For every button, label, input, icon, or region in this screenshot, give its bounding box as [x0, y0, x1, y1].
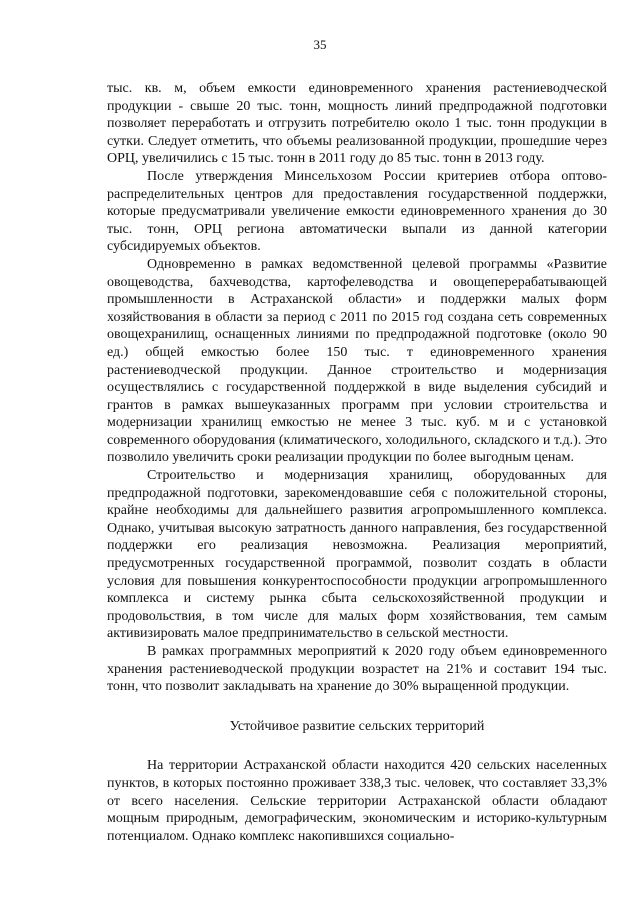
page-number: 35	[313, 37, 327, 52]
section-heading: Устойчивое развитие сельских территорий	[229, 718, 485, 734]
paragraph-2020-target: В рамках программных мероприятий к 2020 году объем единовременного хранения растениеводческой продукции возрастет на 21% и составит 194 тыс. тонн, что позволит закладывать на хранение до 30% выращенной продукции.	[107, 644, 607, 695]
paragraph-continuation: тыс. кв. м, объем емкости единовременного хранения растениеводческой продукции - свыше 20 тыс. тонн, мощность линий предпродажной подготовки позволяет переработать и отгрузить потребителю около 1 тыс. тонн продукции в сутки. Следует отметить, что объемы реализованной продукции, прошедшие через ОРЦ, увеличились с 15 тыс. тонн в 2011 году до 85 тыс. тонн в 2013 году.	[107, 81, 607, 167]
paragraph-orc-criteria: После утверждения Минсельхозом России критериев отбора оптово-распределительных центров для предоставления государственной поддержки, которые предусматривали увеличение емкости единовременного хранения до 30 тыс. тонн, ОРЦ региона автоматически выпали из данной категории субсидируемых объектов.	[107, 168, 607, 255]
body-text	[107, 80, 607, 845]
paragraph-rural-settlements: На территории Астраханской области находится 420 сельских населенных пунктов, в которых постоянно проживает 338,3 тыс. человек, что составляет 33,3% от всего населения. Сельские территории Астраханской области обладают мощным природным, демографическим, экономическим и историко-культурным потенциалом. Однако комплекс накопившихся социально-	[107, 758, 607, 844]
paragraph-modernization: Строительство и модернизация хранилищ, оборудованных для предпродажной подготовки, зарекомендовавшие себя с положительной стороны, крайне необходимы для дальнейшего развития агропромышленного комплекса. Однако, учитывая высокую затратность данного направления, без государственной поддержки его реализация невозможна. Реализация мероприятий, предусмотренных государственной программой, позволит создать в области условия для повышения конкурентоспособности продукции агропромышленного комплекса и систему рынка сбыта сельскохозяйственной продукции и продовольствия, в том числе для малых форм хозяйствования, тем самым активизировать малое предпринимательство в сельской местности.	[107, 468, 607, 642]
paragraph-vegetable-storage: Одновременно в рамках ведомственной целевой программы «Развитие овощеводства, бахчеводства, картофелеводства и овощеперерабатывающей промышленности в Астраханской области» и поддержки малых форм хозяйствования в области за период с 2011 по 2015 год создана сеть современных овощехранилищ, оснащенных линиями по предпродажной подготовке (около 90 ед.) общей емкостью более 150 тыс. т единовременного хранения растениеводческой продукции. Данное строительство и модернизация осуществлялись с государственной поддержкой в виде выделения субсидий и грантов в рамках вышеуказанных программ при условии строительства и модернизации хранилищ емкостью не менее 3 тыс. куб. м и с установкой современного оборудования (климатического, холодильного, складского и т.д.). Это позволило увеличить сроки реализации продукции по более выгодным ценам.	[107, 256, 607, 466]
